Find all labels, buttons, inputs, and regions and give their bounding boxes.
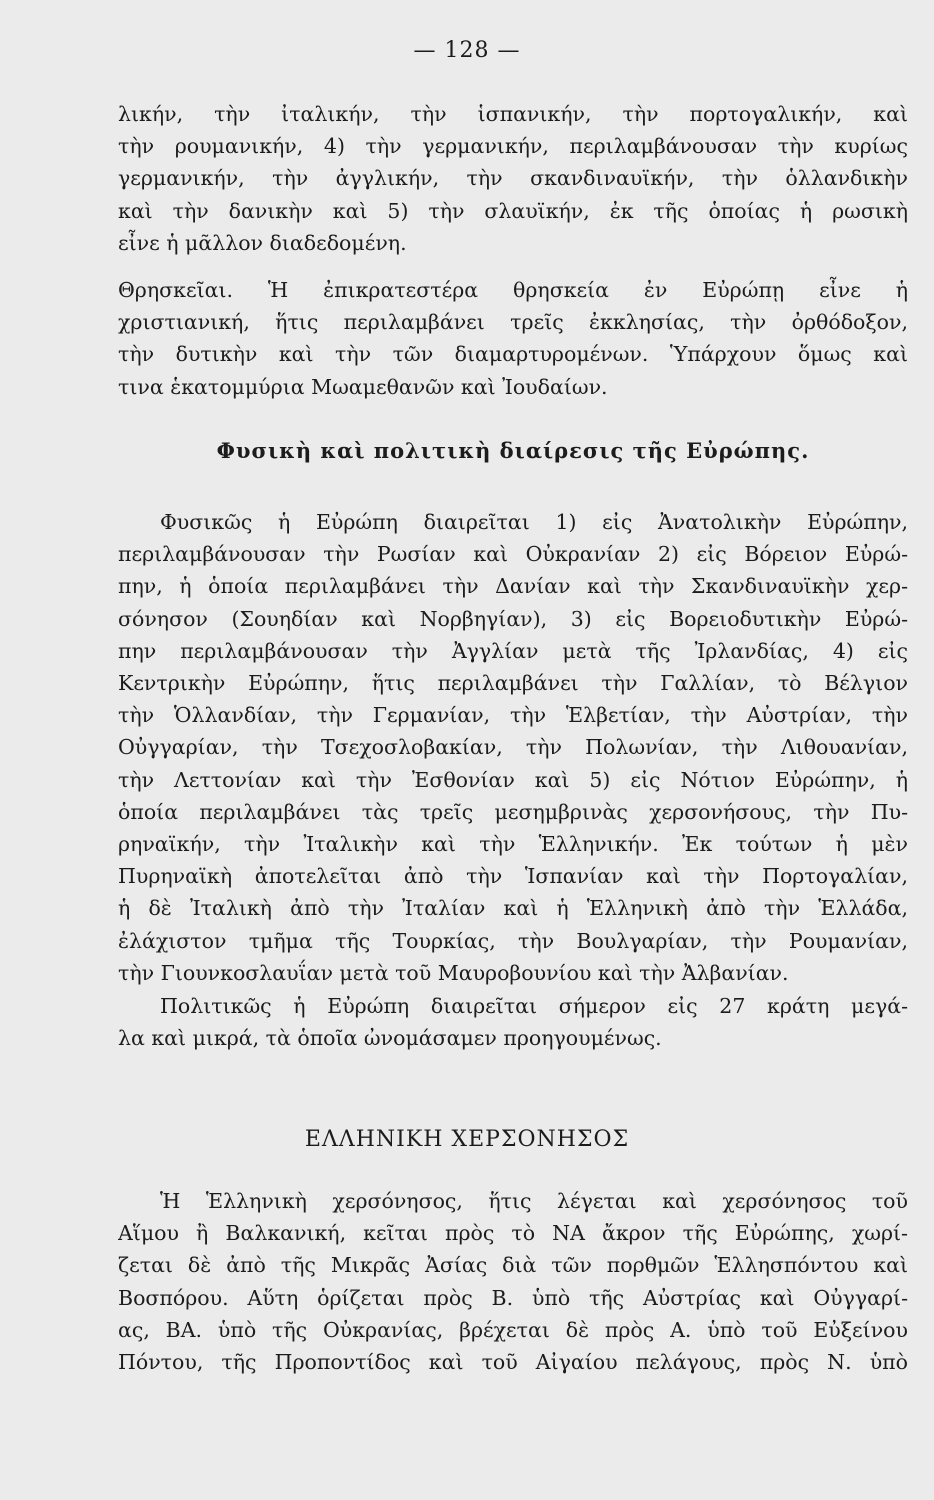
paragraph-physical-division — [118, 506, 908, 989]
text-line: Πολιτικῶς ἡ Εὐρώπη διαιρεῖται σήμερον εἰς 27 κράτη μεγά- — [160, 994, 908, 1018]
text-line: ζεται δὲ ἀπὸ τῆς Μικρᾶς Ἀσίας διὰ τῶν πορθμῶν Ἑλλησπόντου καὶ — [118, 1253, 908, 1278]
paragraph-political-division — [118, 990, 908, 1054]
text-line: Βοσπόρου. Αὕτη ὁρίζεται πρὸς Β. ὑπὸ τῆς Αὐστρίας καὶ Οὐγγαρί- — [118, 1285, 908, 1310]
text-line: σόνησον (Σουηδίαν καὶ Νορβηγίαν), 3) εἰς Βορειοδυτικὴν Εὐρώ- — [118, 606, 908, 631]
text-line: χριστιανική, ἥτις περιλαμβάνει τρεῖς ἐκκλησίας, τὴν ὀρθόδοξον, — [118, 310, 908, 335]
section-heading-division: Φυσικὴ καὶ πολιτικὴ διαίρεσις τῆς Εὐρώπης. — [216, 438, 810, 463]
text-line: Ἡ Ἑλληνικὴ χερσόνησος, ἥτις λέγεται καὶ χερσόνησος τοῦ — [160, 1189, 908, 1213]
text-line: καὶ τὴν δανικὴν καὶ 5) τὴν σλαυϊκήν, ἐκ τῆς ὁποίας ἡ ρωσικὴ — [118, 198, 908, 223]
text-line: λα καὶ μικρά, τὰ ὁποῖα ὠνομάσαμεν προηγουμένως. — [118, 1026, 662, 1051]
text-line: Θρησκεῖαι. Ἡ ἐπικρατεστέρα θρησκεία ἐν Εὐρώπῃ εἶνε ἡ — [118, 278, 908, 302]
text-line: τὴν δυτικὴν καὶ τὴν τῶν διαμαρτυρομένων. Ὑπάρχουν ὅμως καὶ — [118, 342, 908, 367]
page-number: — 128 — — [413, 38, 521, 63]
text-line: Πυρηναϊκὴ ἀποτελεῖται ἀπὸ τὴν Ἱσπανίαν καὶ τὴν Πορτογαλίαν, — [118, 864, 908, 889]
text-line: ἐλάχιστον τμῆμα τῆς Τουρκίας, τὴν Βουλγαρίαν, τὴν Ρουμανίαν, — [118, 928, 908, 953]
text-line: ας, ΒΑ. ὑπὸ τῆς Οὐκρανίας, βρέχεται δὲ πρὸς Α. ὑπὸ τοῦ Εὐξείνου — [118, 1317, 908, 1342]
text-line: τὴν Ὁλλανδίαν, τὴν Γερμανίαν, τὴν Ἑλβετίαν, τὴν Αὐστρίαν, τὴν — [118, 703, 908, 728]
text-line: λικήν, τὴν ἰταλικήν, τὴν ἱσπανικήν, τὴν πορτογαλικήν, καὶ — [118, 102, 908, 126]
text-line: εἶνε ἡ μᾶλλον διαδεδομένη. — [118, 230, 407, 255]
section-title: ΕΛΛΗΝΙΚΗ ΧΕΡΣΟΝΗΣΟΣ — [304, 1127, 630, 1152]
text-line: πην, ἡ ὁποία περιλαμβάνει τὴν Δανίαν καὶ τὴν Σκανδιναυϊκὴν χερ- — [118, 574, 908, 599]
paragraph-greek-peninsula — [118, 1185, 908, 1378]
text-line: ρηναϊκήν, τὴν Ἰταλικὴν καὶ τὴν Ἑλληνικήν. Ἐκ τούτων ἡ μὲν — [118, 832, 908, 857]
text-line: Κεντρικὴν Εὐρώπην, ἥτις περιλαμβάνει τὴν Γαλλίαν, τὸ Βέλγιον — [118, 671, 908, 696]
text-line: γερμανικήν, τὴν ἀγγλικήν, τὴν σκανδιναυϊκήν, τὴν ὁλλανδικὴν — [118, 166, 908, 191]
text-line: Αἵμου ἢ Βαλκανική, κεῖται πρὸς τὸ ΝΑ ἄκρον τῆς Εὐρώπης, χωρί- — [118, 1221, 908, 1246]
paragraph-languages — [118, 98, 908, 259]
paragraph-religions — [118, 274, 908, 403]
text-line: ἡ δὲ Ἰταλικὴ ἀπὸ τὴν Ἰταλίαν καὶ ἡ Ἑλληνικὴ ἀπὸ τὴν Ἑλλάδα, — [118, 896, 908, 921]
text-line: Πόντου, τῆς Προποντίδος καὶ τοῦ Αἰγαίου πελάγους, πρὸς Ν. ὑπὸ — [118, 1350, 908, 1375]
text-line: τινα ἑκατομμύρια Μωαμεθανῶν καὶ Ἰουδαίων. — [118, 374, 608, 399]
text-line: τὴν Γιουνκοσλαυΐαν μετὰ τοῦ Μαυροβουνίου καὶ τὴν Ἀλβανίαν. — [118, 960, 789, 985]
text-line: πην περιλαμβάνουσαν τὴν Ἀγγλίαν μετὰ τῆς Ἰρλανδίας, 4) εἰς — [118, 638, 908, 663]
text-line: τὴν ρουμανικήν, 4) τὴν γερμανικήν, περιλαμβάνουσαν τὴν κυρίως — [118, 134, 908, 159]
text-line: τὴν Λεττονίαν καὶ τὴν Ἐσθονίαν καὶ 5) εἰς Νότιον Εὐρώπην, ἡ — [118, 767, 908, 792]
text-line: περιλαμβάνουσαν τὴν Ρωσίαν καὶ Οὐκρανίαν 2) εἰς Βόρειον Εὐρώ- — [118, 542, 908, 567]
text-line: Οὐγγαρίαν, τὴν Τσεχοσλοβακίαν, τὴν Πολωνίαν, τὴν Λιθουανίαν, — [118, 735, 908, 760]
text-line: ὁποία περιλαμβάνει τὰς τρεῖς μεσημβρινὰς χερσονήσους, τὴν Πυ- — [118, 799, 908, 824]
text-line: Φυσικῶς ἡ Εὐρώπη διαιρεῖται 1) εἰς Ἀνατολικὴν Εὐρώπην, — [160, 510, 908, 534]
